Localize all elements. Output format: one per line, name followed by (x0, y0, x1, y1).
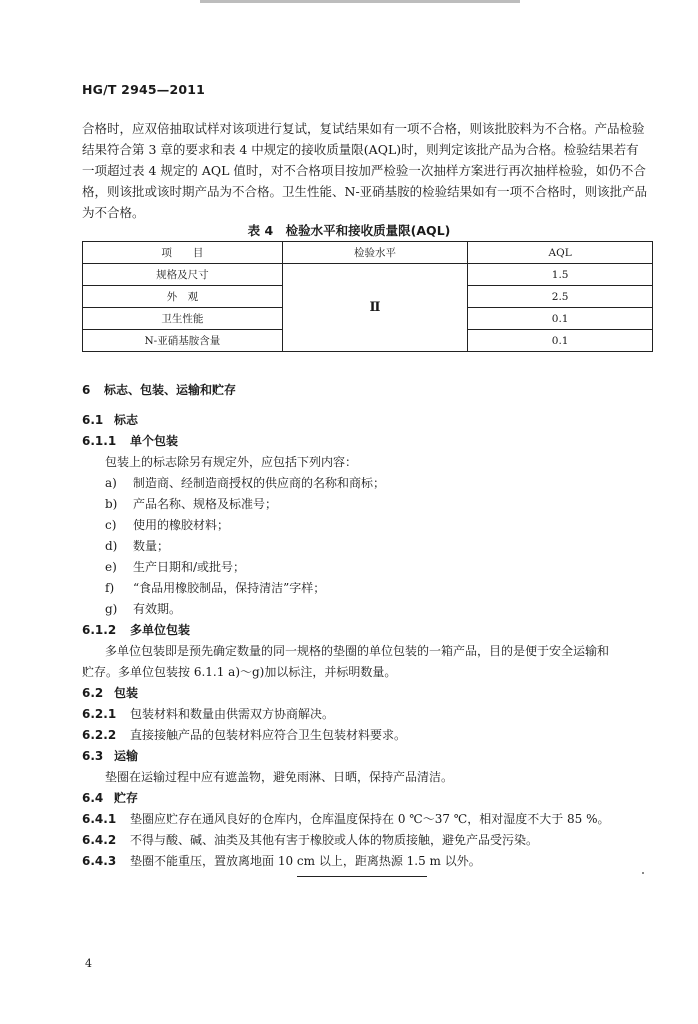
section-number: 6.1 (82, 413, 104, 427)
row-item: N-亚硝基胺含量 (83, 330, 283, 352)
end-rule (297, 876, 427, 877)
section-number: 6.3 (82, 749, 104, 763)
section-title: 多单位包装 (130, 623, 191, 637)
row-item: 卫生性能 (83, 308, 283, 330)
section-6-3-heading (82, 747, 138, 764)
section-6-4-1 (82, 810, 610, 827)
list-label: e) (105, 560, 117, 574)
list-text: “食品用橡胶制品，保持清洁”字样； (133, 581, 326, 595)
row-aql: 2.5 (468, 286, 653, 308)
standard-header: HG/T 2945—2011 (82, 82, 206, 97)
list-item (105, 516, 229, 533)
section-number: 6.1.2 (82, 623, 117, 637)
table-caption: 表 4 检验水平和接收质量限(AQL) (247, 223, 451, 238)
section-number: 6.2.2 (82, 728, 117, 742)
section-number: 6.4.2 (82, 833, 117, 847)
section-text: 直接接触产品的包装材料应符合卫生包装材料要求。 (130, 728, 407, 742)
s63-text: 垫圈在运输过程中应有遮盖物，避免雨淋、日晒，保持产品清洁。 (105, 770, 454, 784)
section-text: 包装材料和数量由供需双方协商解决。 (130, 707, 335, 721)
section-title: 包装 (114, 686, 139, 700)
list-text: 生产日期和/或批号； (133, 560, 246, 574)
section-6-1-heading (82, 411, 138, 428)
section-number: 6.1.1 (82, 434, 117, 448)
intro-line: 结果符合第 3 章的要求和表 4 中规定的接收质量限(AQL)时，则判定该批产品为合格。检验结果若有 (82, 142, 639, 157)
intro-line: 格，则该批或该时期产品为不合格。卫生性能、N-亚硝基胺的检验结果如有一项不合格时，则该批产品 (82, 184, 648, 199)
section-6-heading (82, 381, 236, 398)
list-label: d) (105, 539, 118, 553)
list-label: a) (105, 476, 117, 490)
row-aql: 0.1 (468, 330, 653, 352)
list-text: 有效期。 (133, 602, 182, 616)
list-item (105, 579, 325, 596)
header-item: 项 目 (83, 242, 283, 264)
section-number: 6.4.1 (82, 812, 117, 826)
list-label: f) (105, 581, 115, 595)
intro-line: 合格时，应双倍抽取试样对该项进行复试，复试结果如有一项不合格，则该批胶料为不合格。产品检验 (82, 121, 645, 136)
list-text: 数量； (133, 539, 170, 553)
table-row (83, 264, 653, 286)
row-aql: 0.1 (468, 308, 653, 330)
section-number: 6.4.3 (82, 854, 117, 868)
section-text: 垫圈应贮存在通风良好的仓库内，仓库温度保持在 0 ℃～37 ℃，相对湿度不大于 85 %。 (130, 812, 610, 826)
section-6-1-1-heading (82, 432, 178, 449)
section-number: 6 (82, 383, 91, 397)
section-title: 标志 (114, 413, 139, 427)
s611-intro: 包装上的标志除另有规定外，应包括下列内容： (105, 455, 358, 469)
scan-artifact-top (200, 0, 520, 3)
section-number: 6.4 (82, 791, 104, 805)
list-text: 使用的橡胶材料； (133, 518, 230, 532)
intro-line: 一项超过表 4 规定的 AQL 值时，对不合格项目按加严检验一次抽样方案进行再次抽样检验，如仍不合 (82, 163, 646, 178)
section-6-2-2 (82, 726, 406, 743)
list-label: g) (105, 602, 118, 616)
intro-line: 为不合格。 (82, 205, 145, 220)
list-label: b) (105, 497, 118, 511)
section-title: 运输 (114, 749, 139, 763)
section-number: 6.2 (82, 686, 104, 700)
section-text: 垫圈不能重压，置放离地面 10 cm 以上，距离热源 1.5 m 以外。 (130, 854, 481, 868)
section-6-1-2-heading (82, 621, 190, 638)
aql-table (82, 241, 653, 352)
section-title: 标志、包装、运输和贮存 (104, 383, 237, 397)
row-aql: 1.5 (468, 264, 653, 286)
section-title: 单个包装 (130, 434, 179, 448)
list-item (105, 474, 385, 491)
header-level: 检验水平 (282, 242, 468, 264)
scan-speck (642, 872, 644, 874)
s612-line: 贮存。多单位包装按 6.1.1 a)～g)加以标注，并标明数量。 (82, 665, 397, 679)
section-6-2-heading (82, 684, 138, 701)
section-6-4-heading (82, 789, 138, 806)
section-number: 6.2.1 (82, 707, 117, 721)
list-item (105, 537, 169, 554)
section-6-4-3 (82, 852, 481, 869)
page-number: 4 (85, 957, 92, 970)
intro-paragraph (82, 118, 654, 223)
list-label: c) (105, 518, 117, 532)
table-header-row (83, 242, 653, 264)
section-title: 贮存 (114, 791, 139, 805)
section-text: 不得与酸、碱、油类及其他有害于橡胶或人体的物质接触，避免产品受污染。 (130, 833, 539, 847)
row-item: 规格及尺寸 (83, 264, 283, 286)
list-item (105, 495, 277, 512)
list-item (105, 558, 245, 575)
list-item (105, 600, 181, 617)
header-aql: AQL (468, 242, 653, 264)
section-6-2-1 (82, 705, 334, 722)
row-item: 外 观 (83, 286, 283, 308)
inspection-level-cell: Ⅱ (282, 264, 468, 352)
s612-line: 多单位包装即是预先确定数量的同一规格的垫圈的单位包装的一箱产品，目的是便于安全运输和 (105, 644, 610, 658)
list-text: 制造商、经制造商授权的供应商的名称和商标； (133, 476, 386, 490)
list-text: 产品名称、规格及标准号； (133, 497, 278, 511)
section-6-4-2 (82, 831, 538, 848)
